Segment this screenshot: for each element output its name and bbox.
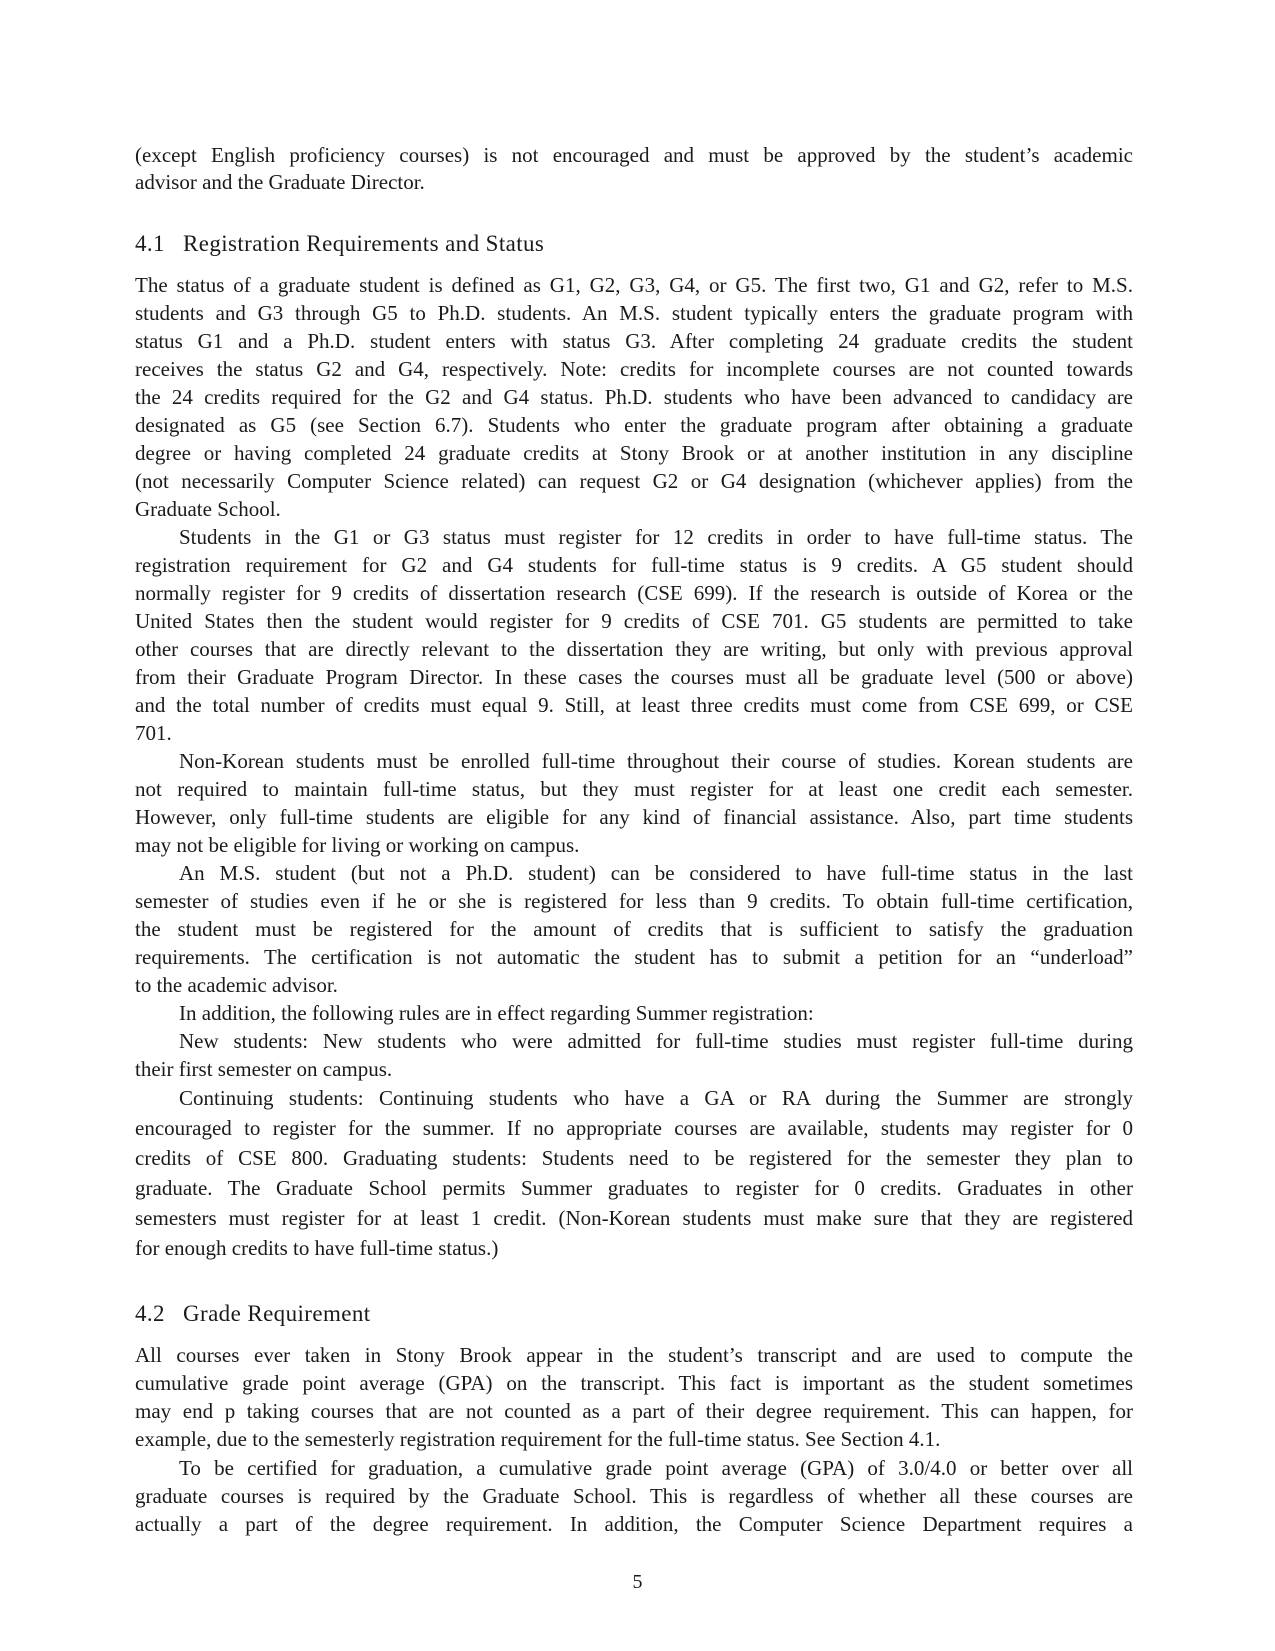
paragraph-line: and the total number of credits must equal 9. Still, at least three credits must come from CSE 699, or CSE bbox=[135, 693, 1133, 717]
paragraph-line: receives the status G2 and G4, respectively. Note: credits for incomplete courses are not counted towards bbox=[135, 357, 1133, 381]
paragraph-line: (except English proficiency courses) is not encouraged and must be approved by the student’s academic bbox=[135, 143, 1133, 167]
paragraph-line: New students: New students who were admitted for full-time studies must register full-time during bbox=[179, 1029, 1133, 1053]
page-number: 5 bbox=[632, 1571, 643, 1593]
section-title: Grade Requirement bbox=[183, 1301, 371, 1326]
paragraph-line: the 24 credits required for the G2 and G4 status. Ph.D. students who have been advanced to candidacy are bbox=[135, 385, 1133, 409]
paragraph-line: encouraged to register for the summer. If no appropriate courses are available, students may register for 0 bbox=[135, 1116, 1133, 1140]
paragraph-line: The status of a graduate student is defined as G1, G2, G3, G4, or G5. The first two, G1 and G2, refer to M.S. bbox=[135, 273, 1133, 297]
paragraph-line: from their Graduate Program Director. In these cases the courses must all be graduate level (500 or above) bbox=[135, 665, 1133, 689]
paragraph-line: not required to maintain full-time status, but they must register for at least one credit each semester. bbox=[135, 777, 1133, 801]
paragraph-line: To be certified for graduation, a cumulative grade point average (GPA) of 3.0/4.0 or better over all bbox=[179, 1456, 1133, 1480]
paragraph-line: to the academic advisor. bbox=[135, 973, 338, 997]
paragraph-line: graduate. The Graduate School permits Summer graduates to register for 0 credits. Graduates in other bbox=[135, 1176, 1133, 1200]
section-number: 4.2 bbox=[135, 1301, 165, 1326]
section-number: 4.1 bbox=[135, 231, 165, 256]
paragraph-line: (not necessarily Computer Science related) can request G2 or G4 designation (whichever applies) from the bbox=[135, 469, 1133, 493]
paragraph-line: advisor and the Graduate Director. bbox=[135, 170, 425, 194]
paragraph-line: may end p taking courses that are not counted as a part of their degree requirement. This can happen, for bbox=[135, 1399, 1133, 1423]
paragraph-line: credits of CSE 800. Graduating students: Students need to be registered for the semester they plan to bbox=[135, 1146, 1133, 1170]
paragraph-line: Graduate School. bbox=[135, 497, 281, 521]
paragraph-line: 701. bbox=[135, 721, 172, 745]
paragraph-line: registration requirement for G2 and G4 students for full-time status is 9 credits. A G5 student should bbox=[135, 553, 1133, 577]
paragraph-line: All courses ever taken in Stony Brook appear in the student’s transcript and are used to compute the bbox=[135, 1343, 1133, 1367]
paragraph-line: An M.S. student (but not a Ph.D. student) can be considered to have full-time status in the last bbox=[179, 861, 1133, 885]
paragraph-line: actually a part of the degree requirement. In addition, the Computer Science Department requires a bbox=[135, 1512, 1133, 1536]
paragraph-line: Students in the G1 or G3 status must register for 12 credits in order to have full-time status. The bbox=[179, 525, 1133, 549]
paragraph-line: In addition, the following rules are in effect regarding Summer registration: bbox=[179, 1001, 814, 1025]
paragraph-line: graduate courses is required by the Graduate School. This is regardless of whether all these courses are bbox=[135, 1484, 1133, 1508]
section-heading-4-2 bbox=[135, 1301, 371, 1327]
paragraph-line: Continuing students: Continuing students who have a GA or RA during the Summer are strongly bbox=[179, 1086, 1133, 1110]
section-title: Registration Requirements and Status bbox=[183, 231, 545, 256]
paragraph-line: cumulative grade point average (GPA) on the transcript. This fact is important as the student sometimes bbox=[135, 1371, 1133, 1395]
paragraph-line: other courses that are directly relevant to the dissertation they are writing, but only with previous approval bbox=[135, 637, 1133, 661]
paragraph-line: their first semester on campus. bbox=[135, 1057, 393, 1081]
paragraph-line: may not be eligible for living or working on campus. bbox=[135, 833, 580, 857]
section-heading-4-1 bbox=[135, 231, 544, 257]
paragraph-line: for enough credits to have full-time status.) bbox=[135, 1236, 499, 1260]
paragraph-line: United States then the student would register for 9 credits of CSE 701. G5 students are permitted to take bbox=[135, 609, 1133, 633]
paragraph-line: status G1 and a Ph.D. student enters with status G3. After completing 24 graduate credits the student bbox=[135, 329, 1133, 353]
paragraph-line: requirements. The certification is not automatic the student has to submit a petition for an “underload” bbox=[135, 945, 1133, 969]
paragraph-line: students and G3 through G5 to Ph.D. students. An M.S. student typically enters the graduate program with bbox=[135, 301, 1133, 325]
paragraph-line: degree or having completed 24 graduate credits at Stony Brook or at another institution in any discipline bbox=[135, 441, 1133, 465]
paragraph-line: Non-Korean students must be enrolled full-time throughout their course of studies. Korean students are bbox=[179, 749, 1133, 773]
paragraph-line: However, only full-time students are eligible for any kind of financial assistance. Also, part time students bbox=[135, 805, 1133, 829]
paragraph-line: semester of studies even if he or she is registered for less than 9 credits. To obtain full-time certification, bbox=[135, 889, 1133, 913]
paragraph-line: designated as G5 (see Section 6.7). Students who enter the graduate program after obtaining a graduate bbox=[135, 413, 1133, 437]
paragraph-line: the student must be registered for the amount of credits that is sufficient to satisfy the graduation bbox=[135, 917, 1133, 941]
paragraph-line: normally register for 9 credits of dissertation research (CSE 699). If the research is outside of Korea or the bbox=[135, 581, 1133, 605]
paragraph-line: example, due to the semesterly registration requirement for the full-time status. See Section 4.1. bbox=[135, 1427, 941, 1451]
paragraph-line: semesters must register for at least 1 credit. (Non-Korean students must make sure that they are registered bbox=[135, 1206, 1133, 1230]
